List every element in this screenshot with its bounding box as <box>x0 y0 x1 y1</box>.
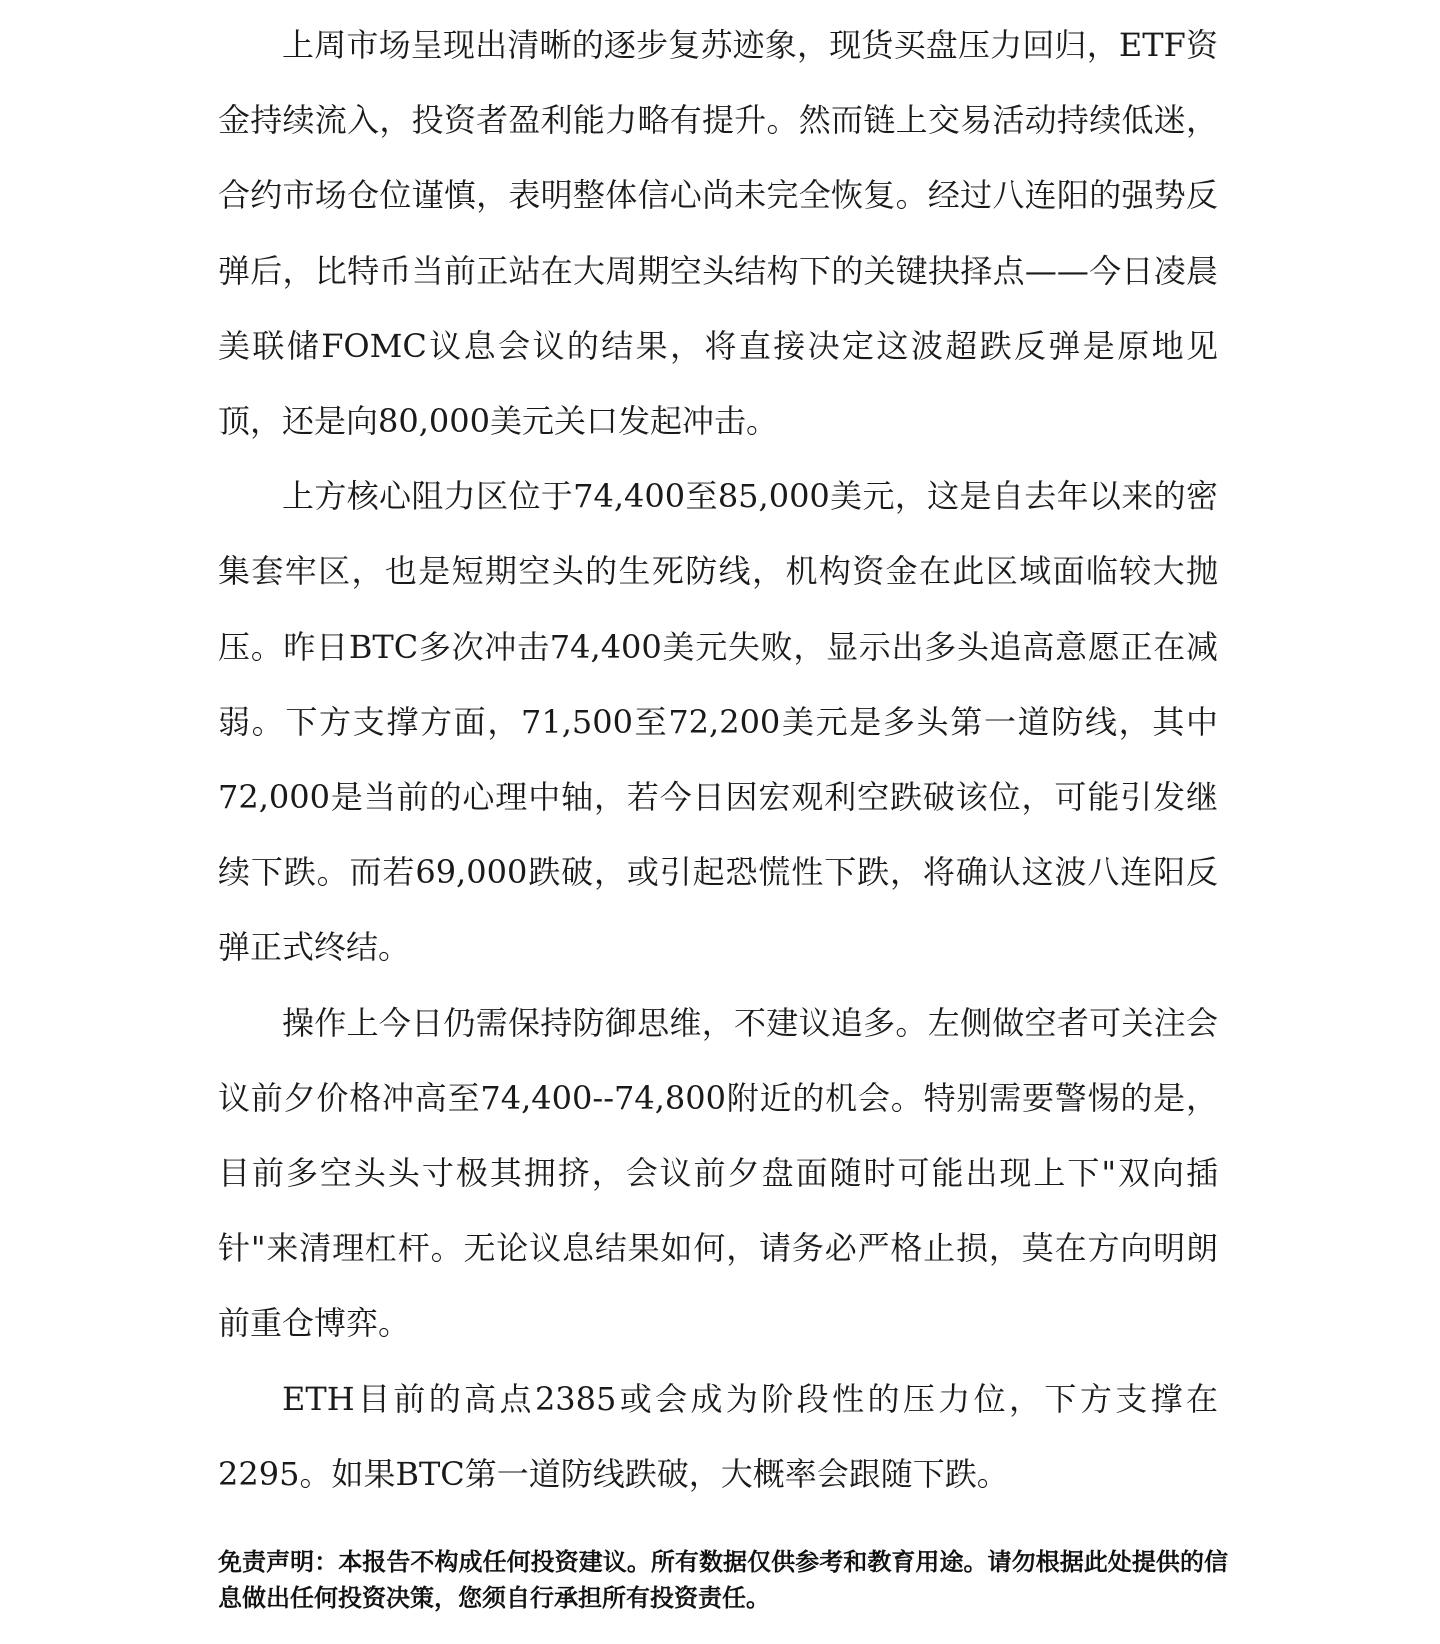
paragraph-market-recovery: 上周市场呈现出清晰的逐步复苏迹象，现货买盘压力回归，ETF资金持续流入，投资者盈利能力略有提升。然而链上交易活动持续低迷，合约市场仓位谨慎，表明整体信心尚未完全恢复。经过八连阳的强势反弹后，比特币当前正站在大周期空头结构下的关键抉择点——今日凌晨美联储FOMC议息会议的结果，将直接决定这波超跌反弹是原地见顶，还是向80,000美元关口发起冲击。 <box>218 26 1218 441</box>
paragraph-trading-strategy: 操作上今日仍需保持防御思维，不建议追多。左侧做空者可关注会议前夕价格冲高至74,400--74,800附近的机会。特别需要警惕的是，目前多空头头寸极其拥挤，会议前夕盘面随时可能出现上下"双向插针"来清理杠杆。无论议息结果如何，请务必严格止损，莫在方向明朗前重仓博弈。 <box>218 1003 1218 1343</box>
disclaimer-text: 免责声明：本报告不构成任何投资建议。所有数据仅供参考和教育用途。请勿根据此处提供的信息做出任何投资决策，您须自行承担所有投资责任。 <box>218 1548 1228 1612</box>
paragraph-resistance-support: 上方核心阻力区位于74,400至85,000美元，这是自去年以来的密集套牢区，也是短期空头的生死防线，机构资金在此区域面临较大抛压。昨日BTC多次冲击74,400美元失败，显示出多头追高意愿正在减弱。下方支撑方面，71,500至72,200美元是多头第一道防线，其中72,000是当前的心理中轴，若今日因宏观利空跌破该位，可能引发继续下跌。而若69,000跌破，或引起恐慌性下跌，将确认这波八连阳反弹正式终结。 <box>218 477 1218 967</box>
paragraph-eth-outlook: ETH目前的高点2385或会成为阶段性的压力位，下方支撑在2295。如果BTC第一道防线跌破，大概率会跟随下跌。 <box>218 1379 1218 1493</box>
article-body <box>218 8 1218 1512</box>
